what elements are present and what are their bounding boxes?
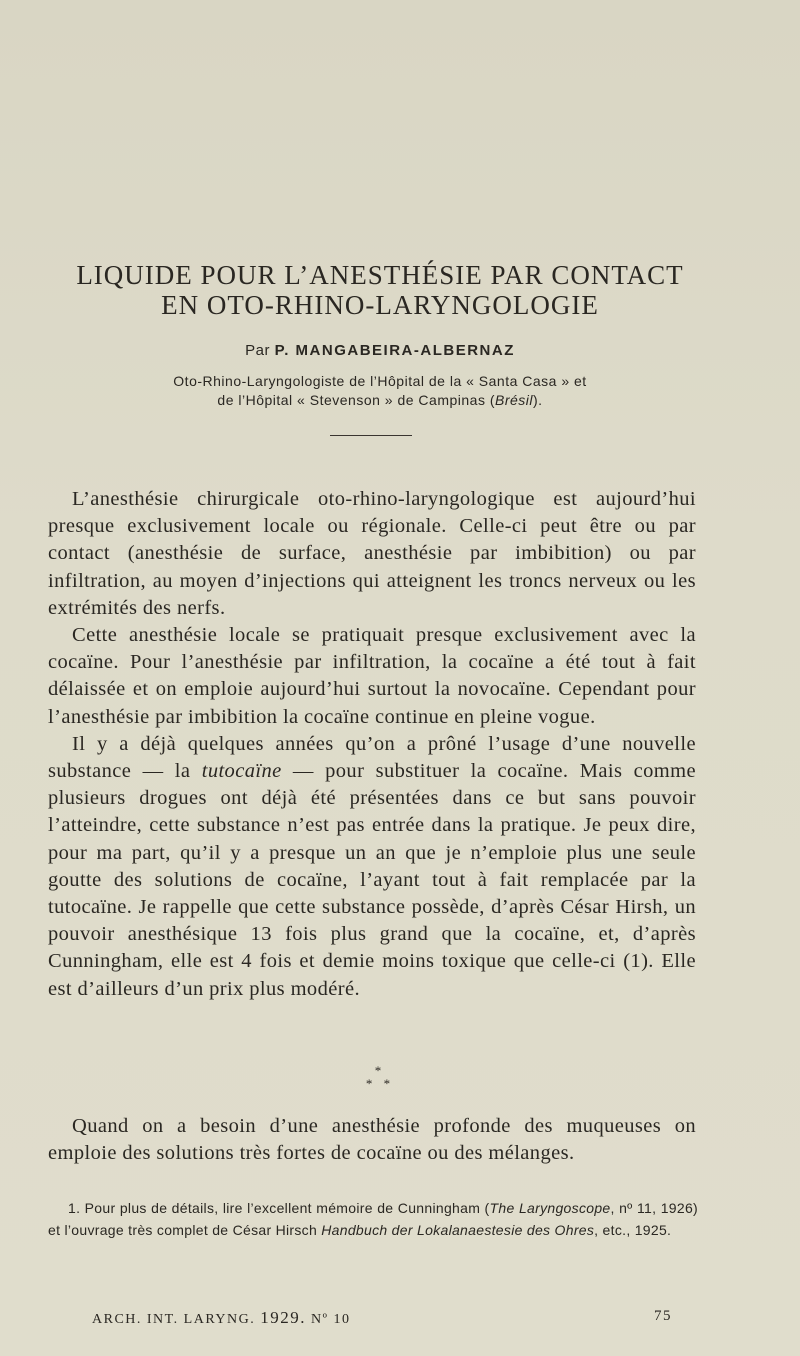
byline-prefix: Par	[245, 342, 270, 359]
author-name: P. MANGABEIRA-ALBERNAZ	[274, 342, 515, 359]
footnote-text-c: , etc., 1925.	[594, 1221, 672, 1238]
section-separator-asterisks	[0, 1064, 760, 1090]
affiliation-line-2-prefix: de l’Hôpital « Stevenson » de Campinas (	[217, 392, 495, 408]
paragraph-3	[48, 731, 696, 1003]
footnote-journal-title: The Laryngoscope	[489, 1200, 611, 1216]
asterisk-top: *	[374, 1063, 386, 1078]
footer-year: 1929.	[260, 1308, 306, 1327]
paragraph-3-part-b: — pour substituer la cocaïne. Mais comme plusieurs drogues ont déjà été présentées dans ce but sans pouvoir l’atteindre, cette substance n’est pas entrée dans la pratique. Je peux dire, pour ma part, qu’il y a presque un an que je n’emploie plus une seule goutte des solutions de cocaïne, l’ayant tout à fait remplacée par la tutocaïne. Je rappelle que cette substance possède, d’après César Hirsh, un pouvoir anesthésique 13 fois plus grand que la cocaïne, et, d’après Cunningham, elle est 4 fois et demie moins toxique que celle-ci (1). Elle est d’ailleurs d’un prix plus modéré.	[48, 760, 696, 1000]
paragraph-3-drug-name: tutocaïne	[201, 760, 282, 783]
footnote-text-a: 1. Pour plus de détails, lire l’excellent mémoire de Cunningham (	[68, 1200, 490, 1216]
footer-issue: Nº 10	[311, 1312, 351, 1327]
affiliation-country: Brésil	[495, 392, 534, 408]
affiliation-line-2-suffix: ).	[533, 392, 543, 408]
footnote-1	[48, 1198, 698, 1241]
article-title-line-2: EN OTO-RHINO-LARYNGOLOGIE	[161, 290, 599, 320]
page-number: 75	[654, 1308, 672, 1324]
paragraph-3-part-a: Il y a déjà quelques années qu’on a prôné l’usage d’une nouvelle substance — la	[48, 732, 696, 783]
article-title-line-1: LIQUIDE POUR L’ANESTHÉSIE PAR CONTACT	[76, 260, 684, 290]
footnote-book-title: Handbuch der Lokalanaestesie des Ohres	[321, 1221, 595, 1238]
asterisk-bottom: * *	[365, 1076, 395, 1091]
page-footer	[92, 1308, 672, 1328]
article-body-continued	[48, 1113, 696, 1167]
affiliation-line-2	[0, 391, 760, 410]
footer-journal: ARCH. INT. LARYNG.	[92, 1312, 256, 1327]
article-body	[48, 486, 696, 1003]
byline	[0, 342, 760, 359]
paragraph-2: Cette anesthésie locale se pratiquait presque exclusivement avec la cocaïne. Pour l’anesthésie par infiltration, la cocaïne a été tout à fait délaissée et on emploie aujourd’hui surtout la novocaïne. Cependant pour l’anesthésie par imbibition la cocaïne continue en pleine vogue.	[48, 624, 696, 728]
section-divider	[330, 435, 412, 436]
paragraph-4: Quand on a besoin d’une anesthésie profonde des muqueuses on emploie des solutions très fortes de cocaïne ou des mélanges.	[48, 1115, 696, 1165]
footnote-text-b: , nº 11, 1926) et l’ouvrage très complet de César Hirsch	[48, 1200, 699, 1238]
affiliation-line-1: Oto-Rhino-Laryngologiste de l’Hôpital de la « Santa Casa » et	[173, 373, 587, 389]
paragraph-1: L’anesthésie chirurgicale oto-rhino-laryngologique est aujourd’hui presque exclusivement locale ou régionale. Celle-ci peut être ou par contact (anesthésie de surface, anesthésie par imbibition) ou par infiltration, au moyen d’injections qui atteignent les troncs nerveux ou les extrémités des nerfs.	[48, 488, 696, 619]
